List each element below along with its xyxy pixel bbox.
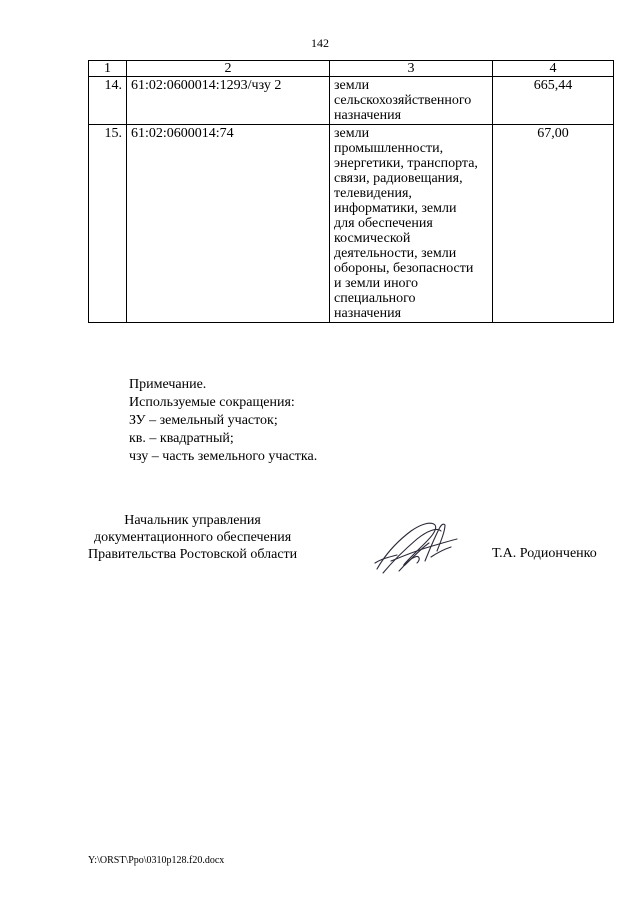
- table-row: [89, 125, 614, 323]
- area-value: 67,00: [493, 125, 614, 323]
- table-row: [89, 77, 614, 125]
- category-line: земли: [334, 78, 370, 93]
- abbreviation-item: кв. – квадратный;: [129, 431, 234, 446]
- abbreviation-item: чзу – часть земельного участка.: [129, 449, 318, 464]
- land-category: [330, 125, 493, 323]
- header-cell: 3: [330, 61, 493, 77]
- category-line: специального: [334, 291, 416, 306]
- category-line: и земли иного: [334, 276, 418, 291]
- land-category: [330, 77, 493, 125]
- category-line: обороны, безопасности: [334, 261, 474, 276]
- cadastral-number: 61:02:0600014:74: [127, 125, 330, 323]
- header-cell: 2: [127, 61, 330, 77]
- page-number: 142: [311, 36, 329, 50]
- abbreviation-item: ЗУ – земельный участок;: [129, 413, 278, 428]
- signatory-name: Т.А. Родионченко: [492, 546, 597, 561]
- category-line: космической: [334, 231, 411, 246]
- position-line: Начальник управления: [124, 513, 261, 528]
- notes-intro: Используемые сокращения:: [129, 395, 295, 410]
- category-line: для обеспечения: [334, 216, 433, 231]
- category-line: телевидения,: [334, 186, 412, 201]
- category-line: промышленности,: [334, 141, 444, 156]
- category-line: энергетики, транспорта,: [334, 156, 478, 171]
- row-number: 15.: [89, 125, 127, 323]
- header-cell: 1: [89, 61, 127, 77]
- handwritten-signature: [371, 517, 461, 579]
- category-line: информатики, земли: [334, 201, 457, 216]
- category-line: земли: [334, 126, 370, 141]
- position-line: документационного обеспечения: [93, 530, 292, 545]
- signatory-position: [88, 512, 297, 563]
- table-header-row: [89, 61, 614, 77]
- row-number: 14.: [89, 77, 127, 125]
- category-line: сельскохозяйственного: [334, 93, 472, 108]
- category-line: связи, радиовещания,: [334, 171, 463, 186]
- cadastral-number: 61:02:0600014:1293/чзу 2: [127, 77, 330, 125]
- file-path: Y:\ORST\Ppo\0310p128.f20.docx: [88, 855, 225, 866]
- notes-section: [129, 376, 317, 466]
- category-line: назначения: [334, 108, 402, 123]
- category-line: деятельности, земли: [334, 246, 457, 261]
- position-line: Правительства Ростовской области: [88, 547, 298, 562]
- notes-title: Примечание.: [129, 377, 207, 392]
- header-cell: 4: [493, 61, 614, 77]
- category-line: назначения: [334, 306, 402, 321]
- area-value: 665,44: [493, 77, 614, 125]
- land-plots-table: [88, 60, 614, 323]
